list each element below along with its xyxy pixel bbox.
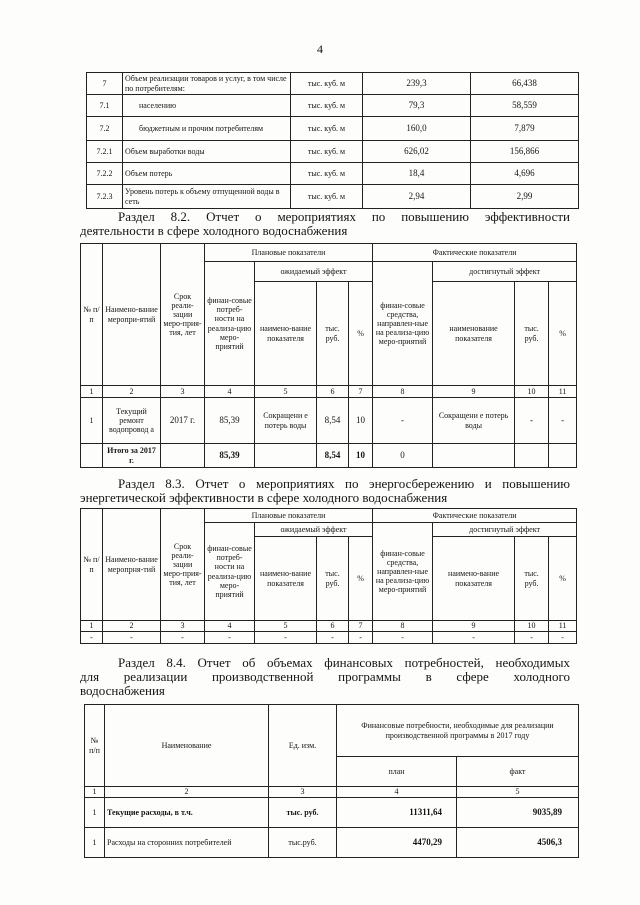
row-term: 2017 г. — [161, 398, 205, 444]
col-number: 4 — [337, 787, 457, 798]
fact-fin-header: финан-совые средства, направлен-ные на реализа-цию меро-приятий — [373, 262, 433, 386]
col-number: 5 — [255, 621, 317, 632]
row-fact: 4506,3 — [457, 828, 579, 858]
row-fact-indicator: Сокращени е потерь воды — [433, 398, 515, 444]
row-num: 1 — [81, 398, 103, 444]
fact-fin-header: финан-совые средства, направлен-ные на реализа-цию меро-приятий — [373, 523, 433, 621]
col-number: 2 — [105, 787, 269, 798]
section-8-3-title-line1: Раздел 8.3. Отчет о мероприятиях по энергосбережению и повышению — [118, 476, 570, 491]
total-rub: 8,54 — [317, 444, 349, 468]
section-8-3-heading — [80, 477, 570, 505]
row-fact: 7,879 — [471, 117, 579, 141]
empty-cell: - — [349, 632, 373, 644]
empty-cell: - — [161, 632, 205, 644]
table-row — [87, 163, 579, 185]
col-name-header: Наимено-вание меропрня-тий — [103, 509, 161, 621]
section-8-4-heading — [80, 656, 570, 698]
total-pct: 10 — [349, 444, 373, 468]
fact-group-header: Фактические показатели — [373, 244, 577, 262]
row-num: 7.1 — [87, 95, 123, 117]
col-term-header: Срок реали-зации меро-прия-тия, лет — [161, 509, 205, 621]
table-row — [87, 185, 579, 209]
col-number: 9 — [433, 386, 515, 398]
fact-percent-header: % — [549, 537, 577, 621]
row-num: 7.2 — [87, 117, 123, 141]
thous-rub-header: тыс. руб. — [317, 282, 349, 386]
empty-cell: - — [255, 632, 317, 644]
row-plan: 2,94 — [363, 185, 471, 209]
row-name: Объем выработки воды — [123, 141, 291, 163]
total-row — [81, 444, 577, 468]
col-number: 2 — [103, 386, 161, 398]
plan-header: план — [337, 757, 457, 787]
row-name: Текущие расходы, в т.ч. — [105, 798, 269, 828]
row-name: Объем потерь — [123, 163, 291, 185]
empty-cell: - — [103, 632, 161, 644]
col-number: 4 — [205, 386, 255, 398]
row-unit: тыс. куб. м — [291, 73, 363, 95]
plan-group-header: Плановые показатели — [205, 509, 373, 523]
total-label: Итого за 2017 г. — [103, 444, 161, 468]
empty-cell: - — [205, 632, 255, 644]
percent-header: % — [349, 537, 373, 621]
row-name: населению — [123, 95, 291, 117]
col-number: 5 — [255, 386, 317, 398]
col-number: 3 — [161, 386, 205, 398]
fact-percent-header: % — [549, 282, 577, 386]
row-unit: тыс. руб. — [269, 798, 337, 828]
col-number: 8 — [373, 386, 433, 398]
col-number: 2 — [103, 621, 161, 632]
row-pct: 10 — [349, 398, 373, 444]
col-number: 10 — [515, 621, 549, 632]
row-unit: тыс. куб. м — [291, 163, 363, 185]
col-number: 6 — [317, 621, 349, 632]
fact-indicator-name-header: наимено-вание показателя — [433, 537, 515, 621]
row-num: 7.2.2 — [87, 163, 123, 185]
row-num: 7 — [87, 73, 123, 95]
col-number: 1 — [81, 621, 103, 632]
table-energy-saving-measures — [80, 508, 577, 644]
row-unit: тыс. куб. м — [291, 117, 363, 141]
row-num: 7.2.1 — [87, 141, 123, 163]
col-number: 10 — [515, 386, 549, 398]
table-efficiency-measures — [80, 243, 577, 468]
row-fact: 156,866 — [471, 141, 579, 163]
row-num: 1 — [85, 828, 105, 858]
row-name: Расходы на сторонних потребителей — [105, 828, 269, 858]
row-name: бюджетным и прочим потребителям — [123, 117, 291, 141]
fact-thous-rub-header: тыс. руб. — [515, 282, 549, 386]
row-unit: тыс. куб. м — [291, 185, 363, 209]
table-row — [85, 798, 579, 828]
col-number: 5 — [457, 787, 579, 798]
total-plan-fin: 85,39 — [205, 444, 255, 468]
col-number: 7 — [349, 386, 373, 398]
column-numbers-row — [81, 386, 577, 398]
table-row — [87, 73, 579, 95]
plan-fin-header: финан-совые потреб-ности на реализа-цию меро-приятий — [205, 262, 255, 386]
row-fact: 66,438 — [471, 73, 579, 95]
fact-group-header: Фактические показатели — [373, 509, 577, 523]
section-8-3-title-line2: энергетической эффективности в сфере холодного водоснабжения — [80, 490, 448, 505]
col-number: 11 — [549, 621, 577, 632]
row-plan: 4470,29 — [337, 828, 457, 858]
row-fact-rub: - — [515, 398, 549, 444]
row-name: Текущий ремонт водопровод а — [103, 398, 161, 444]
expected-effect-header: ожидаемый эффект — [255, 262, 373, 282]
section-8-2-title-line2: деятельности в сфере холодного водоснабжения — [80, 223, 348, 238]
col-name-header: Наименование — [105, 705, 269, 787]
row-plan: 11311,64 — [337, 798, 457, 828]
achieved-effect-header: достигнутый эффект — [433, 262, 577, 282]
percent-header: % — [349, 282, 373, 386]
col-number: 7 — [349, 621, 373, 632]
col-name-header: Наимено-вание меропри-ятий — [103, 244, 161, 386]
row-fact: 58,559 — [471, 95, 579, 117]
table-row — [87, 141, 579, 163]
row-rub: 8,54 — [317, 398, 349, 444]
col-number: 3 — [161, 621, 205, 632]
row-unit: тыс.руб. — [269, 828, 337, 858]
indicator-name-header: наимено-вание показателя — [255, 537, 317, 621]
total-fact-fin: 0 — [373, 444, 433, 468]
col-number: 1 — [81, 386, 103, 398]
row-fact: 9035,89 — [457, 798, 579, 828]
row-num: 7.2.3 — [87, 185, 123, 209]
plan-fin-header: финан-совые потреб-ности на реализа-цию меро-приятий — [205, 523, 255, 621]
row-fact-pct: - — [549, 398, 577, 444]
col-term-header: Срок реали-зации меро-прия-тия, лет — [161, 244, 205, 386]
row-indicator: Сокращени е потерь воды — [255, 398, 317, 444]
achieved-effect-header: достигнутый эффект — [433, 523, 577, 537]
table-production-volumes — [86, 72, 579, 209]
row-plan: 239,3 — [363, 73, 471, 95]
col-num-header: № п/п — [81, 244, 103, 386]
empty-cell: - — [515, 632, 549, 644]
col-num-header: № п/п — [81, 509, 103, 621]
fact-indicator-name-header: наименование показателя — [433, 282, 515, 386]
row-plan-fin: 85,39 — [205, 398, 255, 444]
section-8-2-title-line1: Раздел 8.2. Отчет о мероприятиях по повышению эффективности — [118, 209, 570, 224]
section-8-4-title-line2: для реализации производственной программы в сфере холодного — [80, 669, 570, 684]
empty-cell: - — [373, 632, 433, 644]
row-name: Уровень потерь к объему отпущенной воды в сеть — [123, 185, 291, 209]
table-financial-needs — [84, 704, 579, 858]
table-row — [87, 117, 579, 141]
row-fact: 2,99 — [471, 185, 579, 209]
row-plan: 160,0 — [363, 117, 471, 141]
table-row — [81, 632, 577, 644]
fact-thous-rub-header: тыс. руб. — [515, 537, 549, 621]
thous-rub-header: тыс. руб. — [317, 537, 349, 621]
indicator-name-header: наимено-вание показателя — [255, 282, 317, 386]
col-unit-header: Ед. изм. — [269, 705, 337, 787]
section-8-2-heading — [80, 210, 570, 238]
col-number: 9 — [433, 621, 515, 632]
row-plan: 79,3 — [363, 95, 471, 117]
row-unit: тыс. куб. м — [291, 141, 363, 163]
table-row — [87, 95, 579, 117]
empty-cell: - — [549, 632, 577, 644]
col-number: 1 — [85, 787, 105, 798]
col-number: 8 — [373, 621, 433, 632]
col-number: 3 — [269, 787, 337, 798]
fact-header: факт — [457, 757, 579, 787]
col-number: 11 — [549, 386, 577, 398]
table-row — [85, 828, 579, 858]
row-plan: 18,4 — [363, 163, 471, 185]
expected-effect-header: ожидаемый эффект — [255, 523, 373, 537]
table-row — [81, 398, 577, 444]
col-num-header: № п/п — [85, 705, 105, 787]
row-fact-fin: - — [373, 398, 433, 444]
row-unit: тыс. куб. м — [291, 95, 363, 117]
row-name: Объем реализации товаров и услуг, в том числе по потребителям: — [123, 73, 291, 95]
section-8-4-title-line3: водоснабжения — [80, 683, 165, 698]
empty-cell: - — [317, 632, 349, 644]
row-plan: 626,02 — [363, 141, 471, 163]
plan-group-header: Плановые показатели — [205, 244, 373, 262]
section-8-4-title-line1: Раздел 8.4. Отчет об объемах финансовых потребностей, необходимых — [118, 655, 570, 670]
column-numbers-row — [81, 621, 577, 632]
empty-cell: - — [433, 632, 515, 644]
fin-group-header: Финансовые потребности, необходимые для реализации производственной программы в 2017 году — [337, 705, 579, 757]
empty-cell: - — [81, 632, 103, 644]
page-number: 4 — [317, 42, 323, 56]
row-num: 1 — [85, 798, 105, 828]
col-number: 6 — [317, 386, 349, 398]
column-numbers-row — [85, 787, 579, 798]
col-number: 4 — [205, 621, 255, 632]
row-fact: 4,696 — [471, 163, 579, 185]
